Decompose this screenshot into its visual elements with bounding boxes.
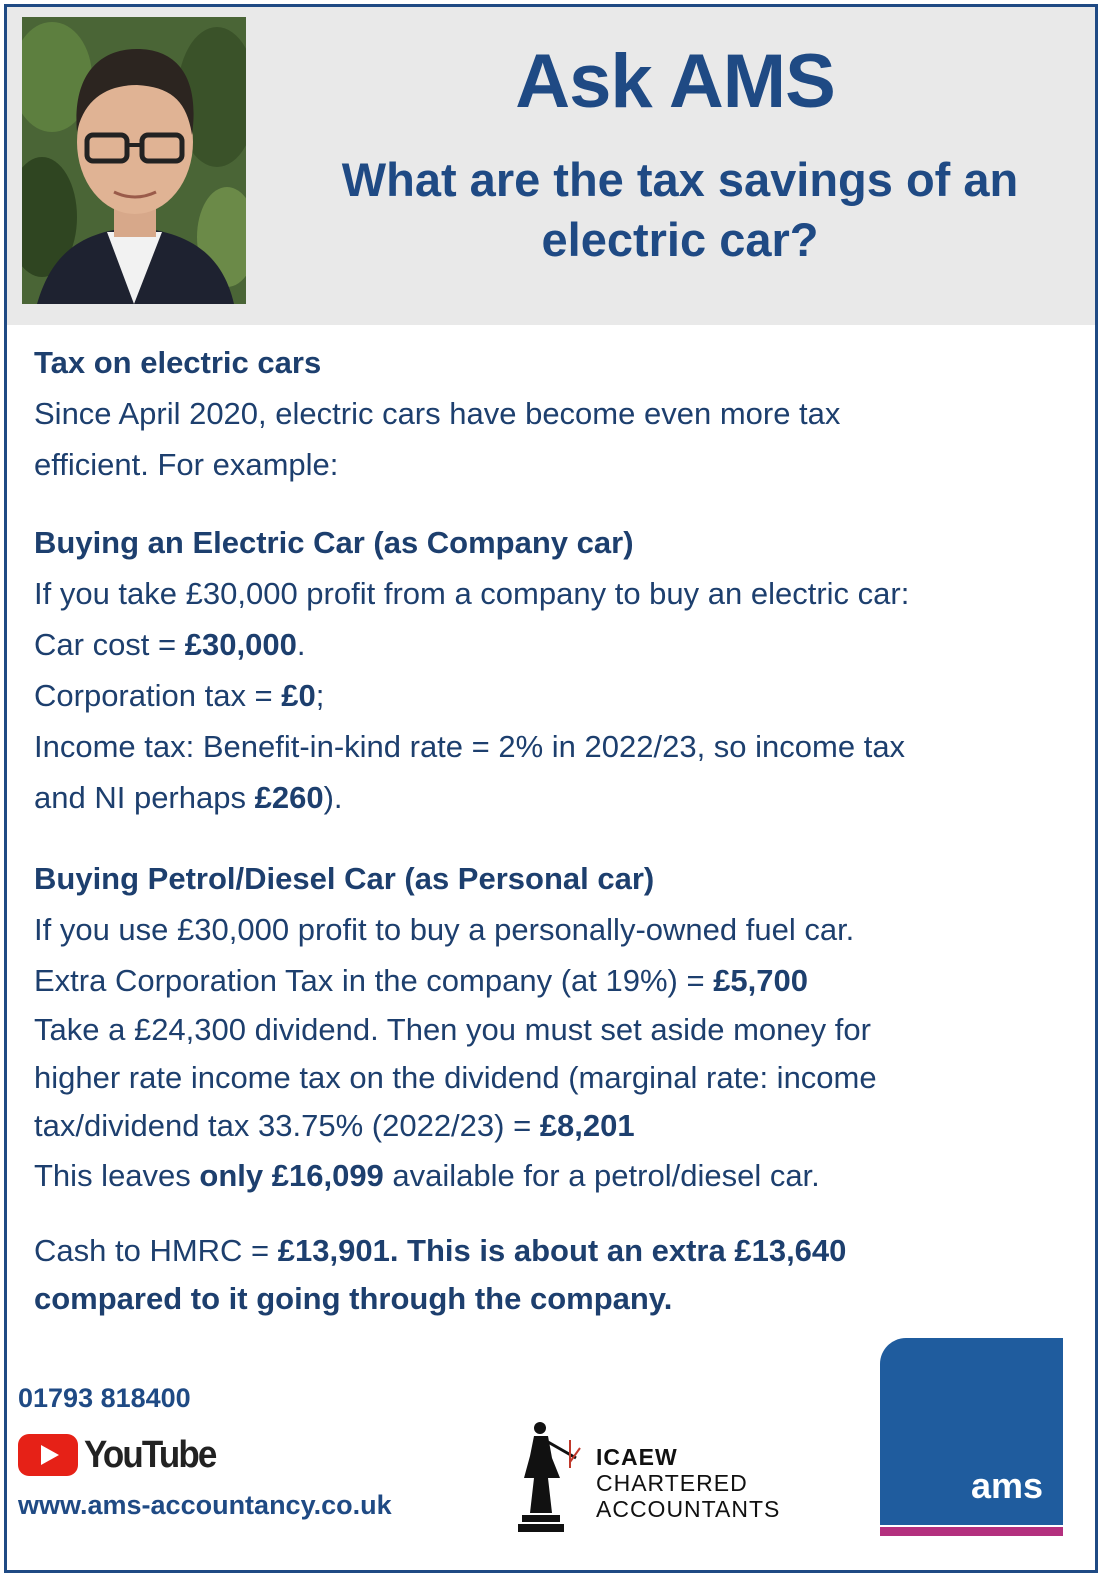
summary-line-2: compared to it going through the company. <box>34 1281 673 1316</box>
website-link[interactable]: www.ams-accountancy.co.uk <box>18 1490 392 1520</box>
icaew-line-2: CHARTERED <box>596 1470 748 1496</box>
paragraph-line: If you use £30,000 profit to buy a personally-owned fuel car. <box>34 912 855 947</box>
punctuation: ; <box>315 678 325 713</box>
dividend-tax-value: £8,201 <box>539 1108 635 1143</box>
profile-photo <box>22 17 246 304</box>
paragraph-line: Income tax: Benefit-in-kind rate = 2% in 2022/23, so income tax <box>34 729 906 764</box>
article-body <box>34 337 1084 1322</box>
leaves-value: only £16,099 <box>199 1158 384 1193</box>
subtitle-line-1: What are the tax savings of an <box>341 153 1019 206</box>
corp-tax-value: £0 <box>281 678 316 713</box>
section-heading-electric-company-car: Buying an Electric Car (as Company car) <box>34 525 634 560</box>
dividend-tax-line <box>34 1102 1084 1150</box>
icaew-logo <box>518 1418 808 1533</box>
subtitle-line-2: electric car? <box>541 213 819 266</box>
ni-label: and NI perhaps <box>34 780 255 815</box>
paragraph-line: If you take £30,000 profit from a company to buy an electric car: <box>34 576 910 611</box>
page-subtitle <box>285 150 1075 270</box>
punctuation: . <box>296 627 306 662</box>
paragraph-line: Since April 2020, electric cars have become even more tax <box>34 396 841 431</box>
icaew-figure-logo <box>518 1418 588 1533</box>
extra-ct-label: Extra Corporation Tax in the company (at 19%) = <box>34 963 714 998</box>
leaves-end: available for a petrol/diesel car. <box>383 1158 820 1193</box>
paragraph-line: Take a £24,300 dividend. Then you must set aside money for <box>34 1012 871 1047</box>
punctuation: ). <box>323 780 343 815</box>
paragraph-line: higher rate income tax on the dividend (marginal rate: income <box>34 1060 877 1095</box>
cash-value: £13,901. This is about an extra £13,640 <box>277 1233 847 1268</box>
leaves-label: This leaves <box>34 1158 200 1193</box>
section-heading-petrol-personal-car: Buying Petrol/Diesel Car (as Personal car) <box>34 861 655 896</box>
icaew-line-3: ACCOUNTANTS <box>596 1496 781 1522</box>
section-heading-tax-on-electric-cars: Tax on electric cars <box>34 345 322 380</box>
youtube-play-icon <box>18 1434 78 1476</box>
summary-line <box>34 1225 1084 1276</box>
leaves-line <box>34 1150 1084 1201</box>
car-cost-value: £30,000 <box>184 627 297 662</box>
dividend-tax-label: tax/dividend tax 33.75% (2022/23) = <box>34 1108 540 1143</box>
extra-ct-line <box>34 955 1084 1006</box>
corp-tax-label: Corporation tax = <box>34 678 282 713</box>
ams-logo-underline <box>880 1527 1063 1536</box>
corporation-tax-line <box>34 670 1084 721</box>
icaew-text <box>596 1444 780 1522</box>
car-cost-line <box>34 619 1084 670</box>
ni-line <box>34 772 1084 823</box>
ams-logo <box>880 1338 1063 1525</box>
paragraph-line: efficient. For example: <box>34 447 339 482</box>
phone-number[interactable]: 01793 818400 <box>18 1383 191 1413</box>
ni-value: £260 <box>254 780 324 815</box>
youtube-wordmark: YouTube <box>84 1433 216 1476</box>
youtube-link[interactable] <box>18 1432 227 1478</box>
extra-ct-value: £5,700 <box>713 963 809 998</box>
page-title: Ask AMS <box>515 39 835 124</box>
cash-label: Cash to HMRC = <box>34 1233 278 1268</box>
car-cost-label: Car cost = <box>34 627 185 662</box>
ams-logo-text: ams <box>970 1465 1043 1506</box>
icaew-line-1: ICAEW <box>596 1444 678 1470</box>
